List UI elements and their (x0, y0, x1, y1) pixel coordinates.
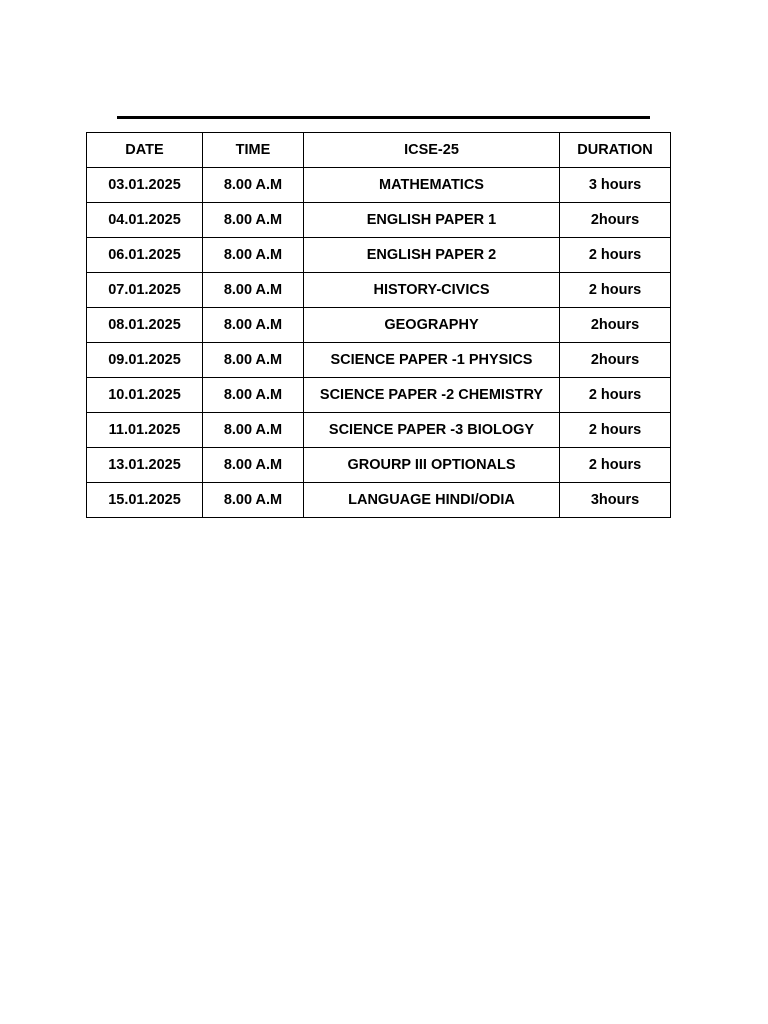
table-row (87, 343, 671, 378)
cell-date: 09.01.2025 (87, 343, 203, 378)
cell-date: 08.01.2025 (87, 308, 203, 343)
cell-time: 8.00 A.M (203, 308, 304, 343)
cell-duration: 2hours (560, 203, 671, 238)
cell-duration: 2 hours (560, 413, 671, 448)
cell-subject: ENGLISH PAPER 1 (304, 203, 560, 238)
cell-duration: 3 hours (560, 168, 671, 203)
cell-subject: ENGLISH PAPER 2 (304, 238, 560, 273)
cell-time: 8.00 A.M (203, 448, 304, 483)
cell-time: 8.00 A.M (203, 273, 304, 308)
cell-time: 8.00 A.M (203, 203, 304, 238)
header-duration: DURATION (560, 133, 671, 168)
cell-date: 13.01.2025 (87, 448, 203, 483)
cell-date: 11.01.2025 (87, 413, 203, 448)
cell-date: 03.01.2025 (87, 168, 203, 203)
cell-subject: GROURP III OPTIONALS (304, 448, 560, 483)
cell-time: 8.00 A.M (203, 378, 304, 413)
table-row (87, 483, 671, 518)
table-row (87, 168, 671, 203)
table-row (87, 238, 671, 273)
cell-time: 8.00 A.M (203, 343, 304, 378)
cell-time: 8.00 A.M (203, 238, 304, 273)
header-date: DATE (87, 133, 203, 168)
table-row (87, 308, 671, 343)
cell-duration: 2hours (560, 343, 671, 378)
cell-duration: 2 hours (560, 378, 671, 413)
cell-subject: LANGUAGE HINDI/ODIA (304, 483, 560, 518)
cell-subject: HISTORY-CIVICS (304, 273, 560, 308)
cell-subject: SCIENCE PAPER -1 PHYSICS (304, 343, 560, 378)
table-row (87, 448, 671, 483)
cell-duration: 2 hours (560, 238, 671, 273)
cell-subject: SCIENCE PAPER -2 CHEMISTRY (304, 378, 560, 413)
header-subject: ICSE-25 (304, 133, 560, 168)
table-row (87, 273, 671, 308)
table-row (87, 378, 671, 413)
table-header-row (87, 133, 671, 168)
cell-subject: MATHEMATICS (304, 168, 560, 203)
cell-duration: 3hours (560, 483, 671, 518)
cell-time: 8.00 A.M (203, 168, 304, 203)
table-row (87, 203, 671, 238)
cell-subject: GEOGRAPHY (304, 308, 560, 343)
exam-schedule-table (86, 132, 671, 518)
table-row (87, 413, 671, 448)
cell-date: 15.01.2025 (87, 483, 203, 518)
cell-subject: SCIENCE PAPER -3 BIOLOGY (304, 413, 560, 448)
cell-duration: 2 hours (560, 273, 671, 308)
cell-duration: 2 hours (560, 448, 671, 483)
cell-time: 8.00 A.M (203, 413, 304, 448)
cell-date: 10.01.2025 (87, 378, 203, 413)
cell-time: 8.00 A.M (203, 483, 304, 518)
top-divider-line (117, 116, 650, 119)
cell-duration: 2hours (560, 308, 671, 343)
cell-date: 07.01.2025 (87, 273, 203, 308)
cell-date: 04.01.2025 (87, 203, 203, 238)
cell-date: 06.01.2025 (87, 238, 203, 273)
header-time: TIME (203, 133, 304, 168)
